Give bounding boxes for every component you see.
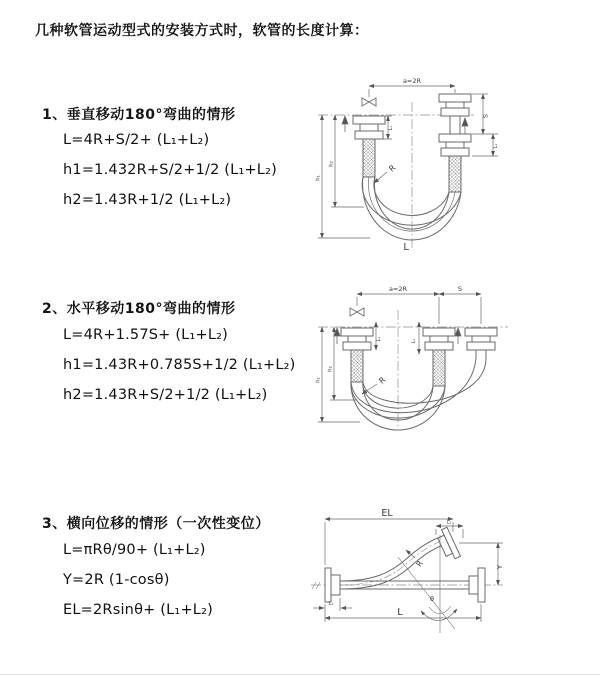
diagram-horizontal-movement-180 <box>312 282 592 442</box>
formula-line: h2=1.43R+1/2 (L₁+L₂) <box>63 192 232 208</box>
dimension-lines <box>313 519 503 622</box>
dim-label-h1: h₁ <box>315 377 322 383</box>
section-3-heading: 3、横向位移的情形（一次性变位） <box>42 516 270 532</box>
hose-end-moved <box>465 328 497 358</box>
diagram-vertical-movement-180 <box>312 72 592 257</box>
dim-label-h1: h₁ <box>315 175 322 181</box>
dim-label-l1-mid: L₁ <box>412 338 417 344</box>
dim-label-l1-left: L₁ <box>328 602 334 607</box>
hose-end-left <box>353 116 385 177</box>
dim-label-h2: h₂ <box>328 161 335 167</box>
dim-label-l1-left: L₁ <box>389 125 394 131</box>
dim-label-el: EL <box>381 508 393 519</box>
page-title: 几种软管运动型式的安装方式时，软管的长度计算： <box>35 23 369 39</box>
dim-label-span: a=2R <box>402 77 422 85</box>
hose-end-right <box>439 94 471 192</box>
formula-line: EL=2Rsinθ+ (L₁+L₂) <box>63 602 213 618</box>
flange-left <box>325 568 340 602</box>
dim-label-s: S <box>457 285 463 293</box>
dim-label-l: L <box>397 607 403 618</box>
hose-displaced-position <box>340 527 460 589</box>
formula-line: L=πRθ/90+ (L₁+L₂) <box>63 542 206 558</box>
hose-u-bend-moved <box>351 358 486 413</box>
hose-end-left <box>341 328 373 382</box>
dim-label-l1-right: L₁ <box>494 143 499 149</box>
dim-label-l1-top: L₁ <box>446 520 452 526</box>
length-label: L <box>403 242 409 253</box>
dim-label-h2: h₂ <box>327 366 334 372</box>
formula-line: h1=1.432R+S/2+1/2 (L₁+L₂) <box>63 162 277 178</box>
dim-label-l1-left: L₁ <box>377 336 382 342</box>
theta-label: θ <box>430 595 434 603</box>
diagram-lateral-displacement <box>303 505 598 665</box>
section-1-heading: 1、垂直移动180°弯曲的情形 <box>42 107 236 123</box>
dim-label-span: a=2R <box>388 285 408 293</box>
formula-line: Y=2R (1-cosθ) <box>63 572 170 588</box>
radius-label: R <box>414 558 425 569</box>
dim-label-y: Y <box>496 564 504 570</box>
formula-line: h2=1.43R+S/2+1/2 (L₁+L₂) <box>63 387 268 403</box>
valve-icon <box>350 308 364 316</box>
radius-leader <box>374 172 387 183</box>
formula-line: L=4R+1.57S+ (L₁+L₂) <box>63 327 228 343</box>
hose-u-bend <box>351 382 445 430</box>
formula-line: L=4R+S/2+ (L₁+L₂) <box>63 132 210 148</box>
radius-leader <box>406 550 415 558</box>
hose-original-position <box>340 568 485 602</box>
valve-icon <box>362 98 376 106</box>
radius-label: R <box>387 163 398 174</box>
formula-line: h1=1.43R+0.785S+1/2 (L₁+L₂) <box>63 357 296 373</box>
dim-label-s: S <box>481 113 490 119</box>
section-2-heading: 2、水平移动180°弯曲的情形 <box>42 301 236 317</box>
hose-end-middle <box>423 328 455 386</box>
hose-u-bend <box>362 177 461 240</box>
radius-label: R <box>377 375 388 386</box>
